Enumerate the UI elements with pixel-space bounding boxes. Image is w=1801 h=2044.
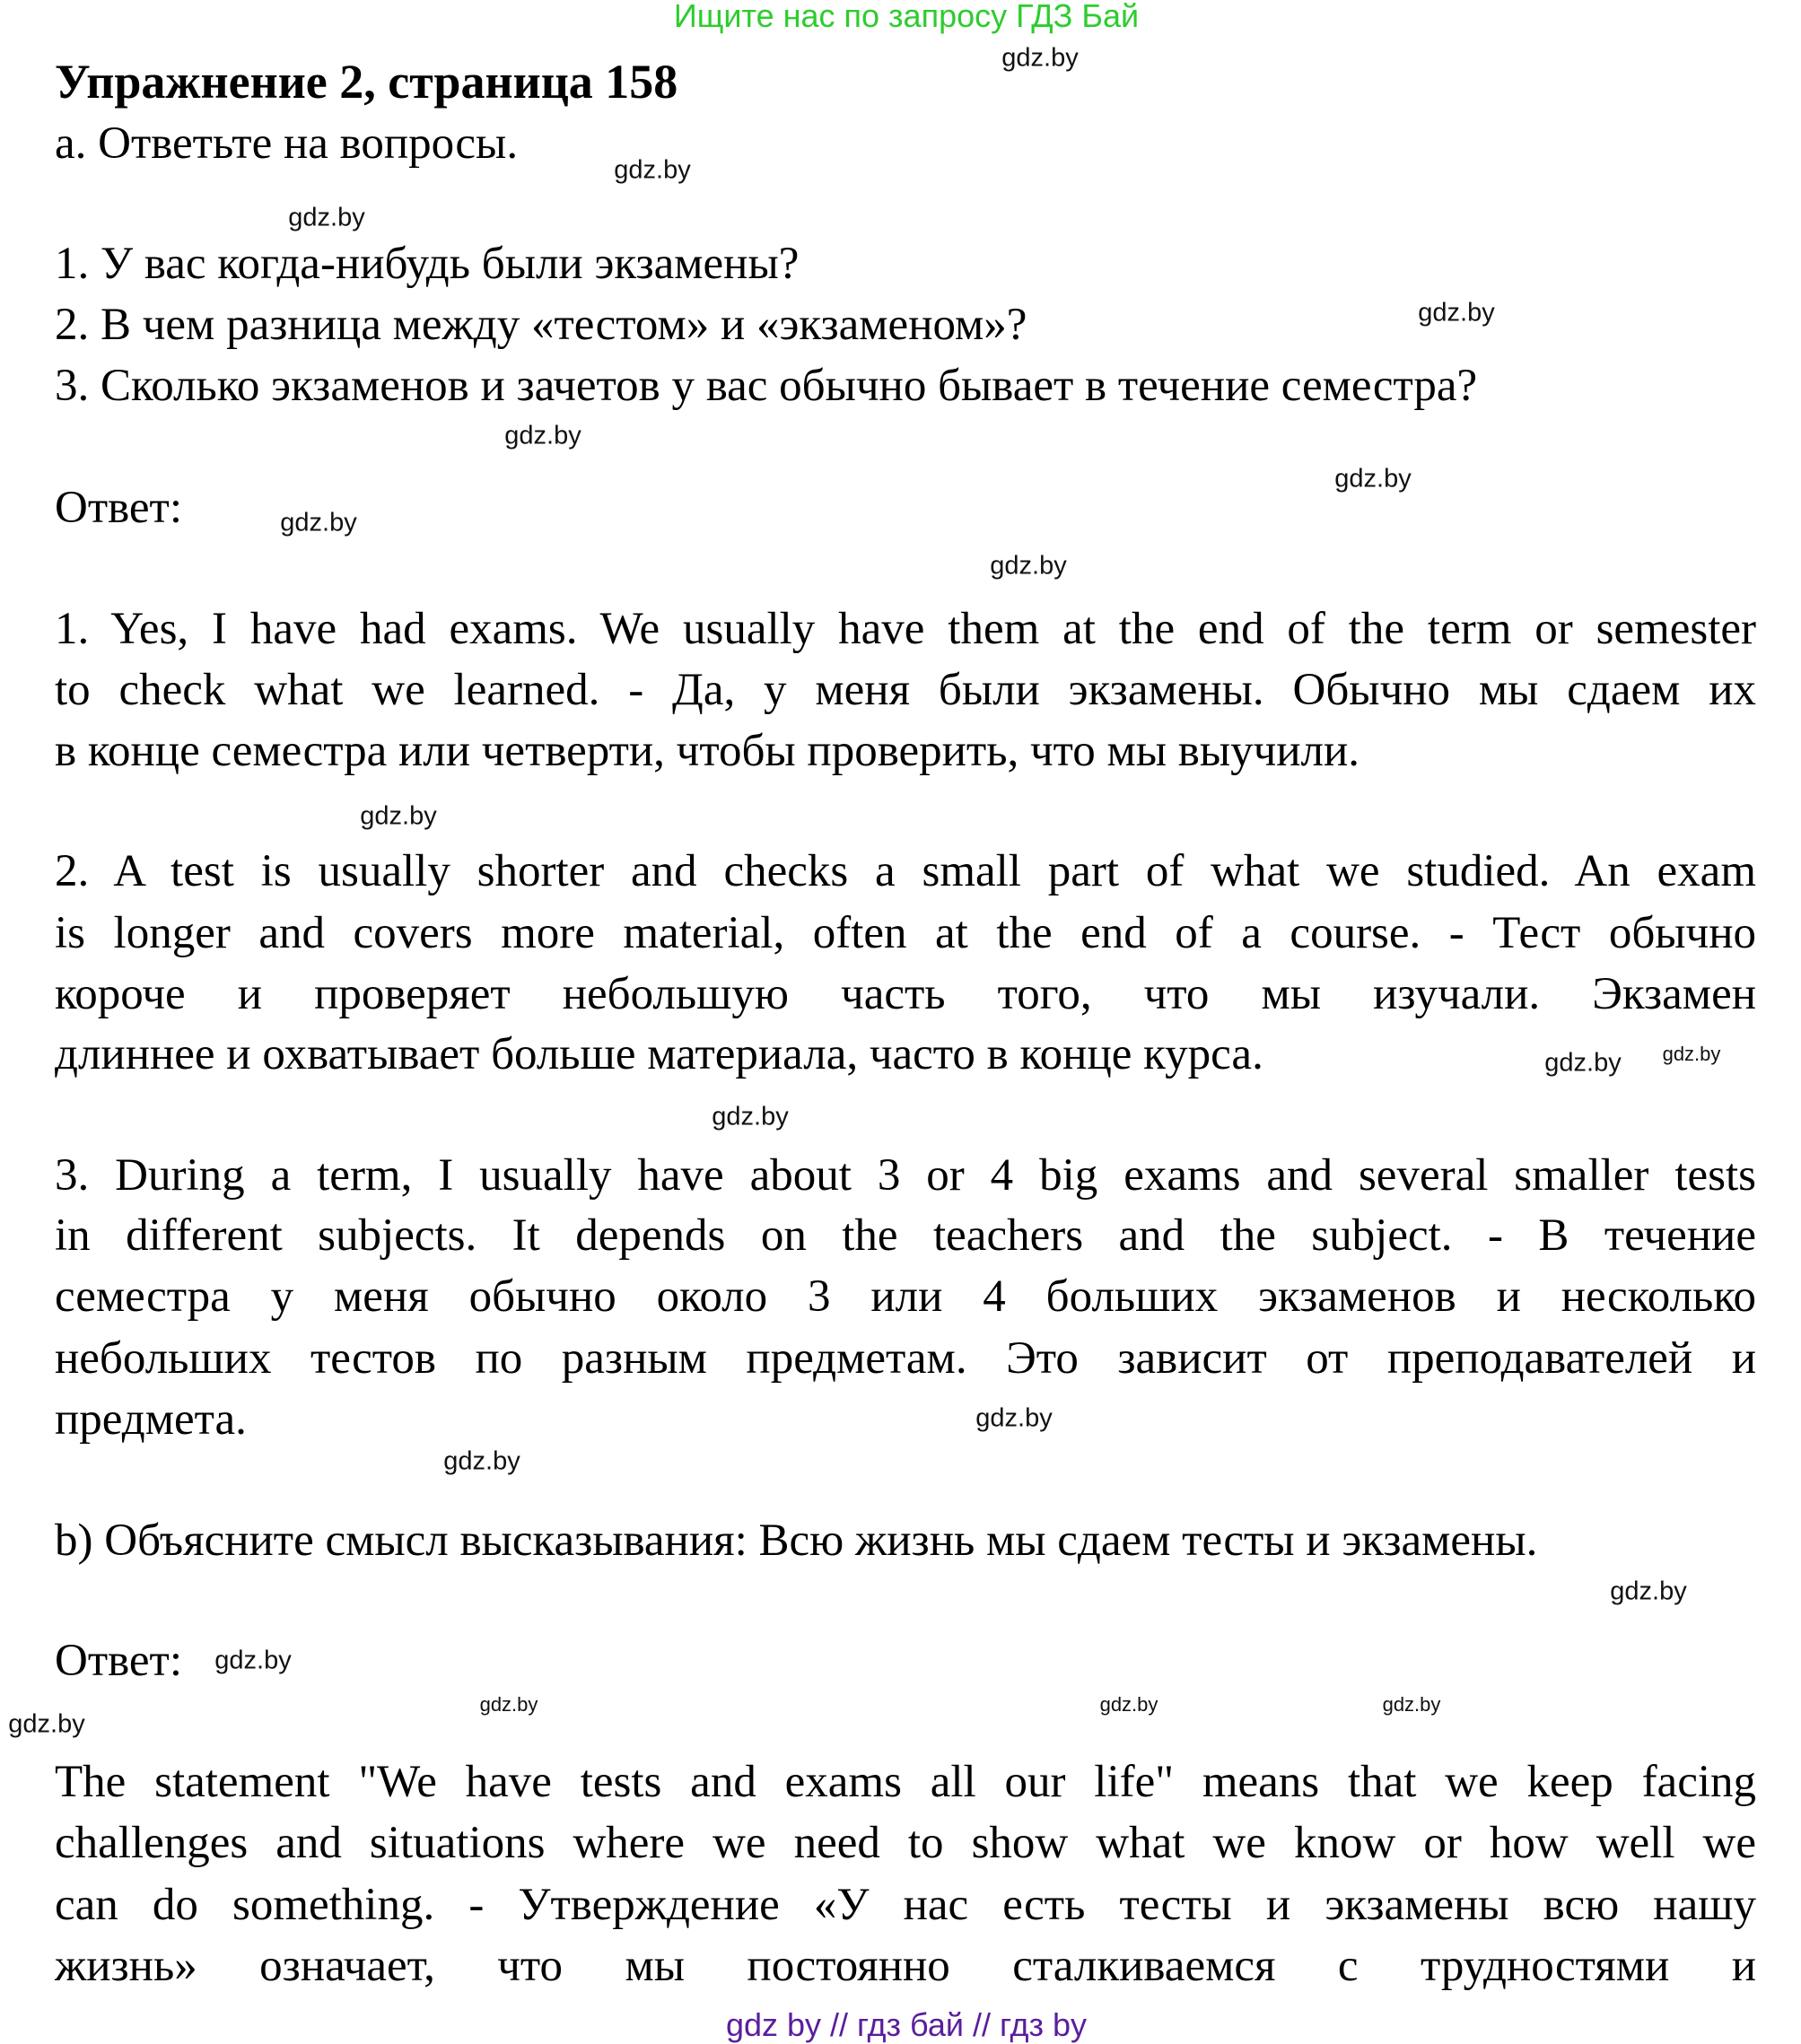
watermark: gdz.by xyxy=(1418,298,1495,328)
question-2: 2. В чем разница между «тестом» и «экзаменом»? xyxy=(55,300,1027,350)
watermark: gdz.by xyxy=(1610,1577,1687,1606)
answer-1-line: 1. Yes, I have had exams. We usually have them at the end of the term or semester xyxy=(55,604,1756,654)
watermark: gdz.by xyxy=(443,1446,520,1476)
watermark: gdz.by xyxy=(1099,1693,1158,1716)
answer-b-line: challenges and situations where we need to show what we know or how well we xyxy=(55,1818,1756,1868)
answer-3-line: 3. During a term, I usually have about 3 or 4 big exams and several smaller tests xyxy=(55,1150,1756,1201)
footer-links: gdz by // гдз бай // гдз by xyxy=(725,2006,1088,2043)
answer-label-a: Ответ: xyxy=(55,483,182,533)
answer-2-line: длиннее и охватывает больше материала, часто в конце курса. xyxy=(55,1029,1263,1079)
watermark: gdz.by xyxy=(614,155,691,185)
watermark: gdz.by xyxy=(990,551,1067,581)
watermark: gdz.by xyxy=(975,1403,1053,1433)
watermark: gdz.by xyxy=(1001,43,1079,73)
watermark: gdz.by xyxy=(288,203,365,232)
answer-b-line: The statement "We have tests and exams all our life" means that we keep facing xyxy=(55,1757,1756,1807)
watermark: gdz.by xyxy=(360,801,437,831)
watermark: gdz.by xyxy=(504,421,581,450)
question-1: 1. У вас когда-нибудь были экзамены? xyxy=(55,239,800,289)
answer-b-line: can do something. - Утверждение «У нас есть тесты и экзамены всю нашу xyxy=(55,1880,1756,1930)
watermark: gdz.by xyxy=(214,1646,292,1675)
question-3: 3. Сколько экзаменов и зачетов у вас обычно бывает в течение семестра? xyxy=(55,361,1478,411)
answer-3-line: небольших тестов по разным предметам. Это зависит от преподавателей и xyxy=(55,1333,1756,1384)
answer-3-line: семестра у меня обычно около 3 или 4 больших экзаменов и несколько xyxy=(55,1271,1756,1322)
watermark: gdz.by xyxy=(1662,1043,1721,1065)
part-a-instruction: a. Ответьте на вопросы. xyxy=(55,118,519,169)
answer-b-line: жизнь» означает, что мы постоянно сталкиваемся с трудностями и xyxy=(55,1941,1756,1991)
search-banner: Ищите нас по запросу ГДЗ Бай xyxy=(673,0,1140,34)
watermark: gdz.by xyxy=(8,1709,85,1739)
answer-label-b: Ответ: xyxy=(55,1636,182,1686)
answer-3-line: in different subjects. It depends on the teachers and the subject. - В течение xyxy=(55,1210,1756,1261)
watermark: gdz.by xyxy=(479,1693,538,1716)
answer-1-line: в конце семестра или четверти, чтобы проверить, что мы выучили. xyxy=(55,726,1360,776)
answer-2-line: короче и проверяет небольшую часть того, что мы изучали. Экзамен xyxy=(55,969,1756,1019)
watermark: gdz.by xyxy=(1334,464,1412,494)
answer-1-line: to check what we learned. - Да, у меня были экзамены. Обычно мы сдаем их xyxy=(55,665,1756,715)
watermark: gdz.by xyxy=(1544,1048,1622,1078)
watermark: gdz.by xyxy=(1382,1693,1441,1716)
answer-2-line: 2. A test is usually shorter and checks a small part of what we studied. An exam xyxy=(55,846,1756,896)
part-b-instruction: b) Объясните смысл высказывания: Всю жизнь мы сдаем тесты и экзамены. xyxy=(55,1516,1538,1566)
page-title: Упражнение 2, страница 158 xyxy=(55,55,678,109)
answer-2-line: is longer and covers more material, often at the end of a course. - Тест обычно xyxy=(55,908,1756,958)
watermark: gdz.by xyxy=(280,508,357,537)
watermark: gdz.by xyxy=(712,1102,789,1131)
answer-3-line: предмета. xyxy=(55,1394,247,1445)
